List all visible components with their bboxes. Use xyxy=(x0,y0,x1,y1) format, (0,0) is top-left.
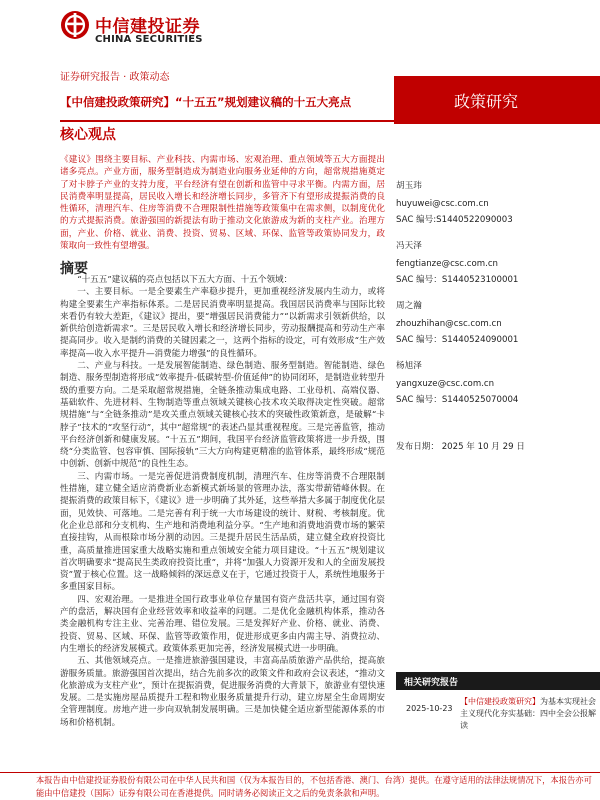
analyst-name: 冯天泽 xyxy=(396,241,422,251)
abstract-heading: 摘要 xyxy=(60,261,88,277)
analyst-sac: SAC 编号:S1440522090003 xyxy=(396,215,513,225)
category-banner-text: 政策研究 xyxy=(454,92,519,111)
related-item-title[interactable] xyxy=(460,696,600,732)
report-title: 【中信建投政策研究】“十五五”规划建议稿的十五大亮点 xyxy=(60,95,352,109)
footer-divider xyxy=(0,772,600,773)
related-item-bracket: 【中信建投政策研究】 xyxy=(460,697,540,706)
abstract-body xyxy=(60,274,385,729)
analyst-email[interactable]: huyuwei@csc.com.cn xyxy=(396,199,489,209)
related-item-date: 2025-10-23 xyxy=(406,704,453,713)
analyst-sac: SAC 编号：S1440525070004 xyxy=(396,395,519,405)
abstract-paragraph: 二、产业与科技。一是发展智能制造、绿色制造、服务型制造。智能制造、绿色制造、服务型制造将形成“效率提升-低碳转型-价值延伸”的协同闭环，是制造业转型升级的重要方向。二是采取超常规措施，全链条推动集成电路、工业母机、高端仪器、基础软件、先进材料、生物制造等重点领域关键核心技术攻关取得决定性突破。超常规措施”与“全链条推动”是攻关重点领域关键核心技术的突破性政策新意，是破解“卡脖子”技术的“攻坚行动”，其中“超常规”的表述凸显其重视程度。三是完善监管，推动平台经济创新和健康发展。“十五五”期间，我国平台经济监管政策将进一步升级，围绕“分类监管、包容审慎、国际接轨”三大方向构建更精准的监管体系，最终形成“规范中创新、创新中规范”的良性生态。 xyxy=(60,361,385,470)
analyst-card xyxy=(396,238,600,288)
related-item[interactable] xyxy=(396,696,600,740)
company-name-en: CHINA SECURITIES xyxy=(95,34,203,45)
analyst-name: 杨旭泽 xyxy=(396,361,422,371)
analyst-email[interactable]: fengtianze@csc.com.cn xyxy=(396,259,498,269)
analyst-list xyxy=(396,178,600,418)
company-logo xyxy=(60,8,230,48)
analyst-card xyxy=(396,178,600,228)
abstract-paragraph: 一、主要目标。一是全要素生产率稳步提升，更加重视经济发展内生动力，或将构建全要素生产率指标体系。二是居民消费率明显提高。我国居民消费率与国际比较来看仍有较大差距，《建议》提出，要“增强居民消费能力”“以新需求引领新供给，以新供给创造新需求”。三是居民收入增长和经济增长同步，劳动报酬提高和劳动生产率提高同步。收入是制约消费的关键因素之一，这两个指标的设定，可有效形成“生产效率提高—收入水平提升—消费能力增强”的良性循环。 xyxy=(60,287,385,359)
related-research xyxy=(396,672,600,740)
analyst-name: 周之瀚 xyxy=(396,301,422,311)
title-divider xyxy=(60,120,394,122)
analyst-card xyxy=(396,358,600,408)
analyst-sac: SAC 编号：S1440524090001 xyxy=(396,335,519,345)
analyst-email[interactable]: yangxuze@csc.com.cn xyxy=(396,379,495,389)
abstract-paragraph: “十五五”建议稿的亮点包括以下五大方面、十五个领域： xyxy=(77,275,293,285)
publish-date: 发布日期： 2025 年 10 月 29 日 xyxy=(396,442,525,452)
abstract-paragraph: 四、宏观治理。一是推进全国行政事业单位存量国有资产盘活共享，通过国有资产的盘活，解决国有企业经营效率和收益率的问题。二是优化金融机构体系，推动各类金融机构专注主业、完善治理、错位发展。三是发挥好产业、价格、就业、消费、投资、贸易、区域、环保、监管等政策作用，促进形成更多由内需主导、消费拉动、内生增长的经济发展模式。政策体系更加完善，经济发展模式进一步明确。 xyxy=(60,594,385,654)
core-view-text: 《建议》围绕主要目标、产业科技、内需市场、宏观治理、重点领域等五大方面提出诸多亮点。产业方面，服务型制造成为制造业向服务业延伸的方向，超常规措施奠定了对卡脖子产业的支持力度，平台经济有望在创新和监管中寻求平衡。内需方面，居民消费率明显提高，居民收入增长和经济增长同步，多管齐下有望形成提振消费的良性循环，清理汽车、住房等消费不合理限制性措施等政策集中在需求侧，以制度优化的方式提振消费。旅游强国的新提法有助于推动文化旅游成为新的支柱产业。治理方面，产业、价格、就业、消费、投资、贸易、区域、环保、监管等政策协同发力，政策取向一致性有望增强。 xyxy=(60,155,385,252)
analyst-card xyxy=(396,298,600,348)
report-type: 证券研究报告 · 政策动态 xyxy=(60,72,170,83)
related-research-heading: 相关研究报告 xyxy=(396,672,600,690)
company-logo-icon xyxy=(60,10,90,40)
abstract-paragraph: 三、内需市场。一是完善促进消费制度机制，清理汽车、住房等消费不合理限制性措施，建立健全适应消费新业态新模式新场景的管理办法，落实带薪错峰休假。在提振消费的政策目标下，《建议》进一步明确了其外延，这些举措大多属于制度优化层面，见效快、可落地。二是完善有利于统一大市场建设的统计、财税、考核制度。优化企业总部和分支机构、生产地和消费地利益分享。“生产地和消费地消费市场的繁荣直接挂钩，从而根除市场分割的动因。三是提升居民生活品质，建立健全政府投资比重，高质量推进国家重大战略实施和重点领域安全能力项目建设。“十五五”规划建议首次明确要求“提高民生类政府投资比重”，并将“加强人力资源开发和人的全面发展投资”置于核心位置。这一战略倾斜的深远意义在于，它通过投资于人，系统性地服务于多重国家目标。 xyxy=(60,471,385,593)
footer-disclaimer: 本报告由中信建投证券股份有限公司在中华人民共和国（仅为本报告目的，不包括香港、澳门、台湾）提供。在遵守适用的法律法规情况下，本报告亦可能由中信建投（国际）证券有限公司在香港提供。同时请务必阅读正文之后的免责条款和声明。 xyxy=(36,775,592,798)
abstract-paragraph: 五、其他领域亮点。一是推进旅游强国建设，丰富高品质旅游产品供给，提高旅游服务质量。旅游强国首次提出，结合先前多次的政策文件和政府会议表述，“推动文化旅游成为支柱产业”，预计在提振消费，促进服务消费的大背景下，旅游业有望快速发展。二是实施房屋品质提升工程和物业服务质量提升行动，建立房屋全生命周期安全管理制度。房地产进一步向双轨制发展明确。三是加快健全适应新型能源体系的市场和价格机制。 xyxy=(60,656,385,728)
category-banner xyxy=(394,76,600,124)
company-name-cn: 中信建投证券 xyxy=(95,17,200,37)
analyst-name: 胡玉玮 xyxy=(396,181,422,191)
related-item-text: 为基本实现社会主义现代化夯实基础：四中全会公报解读 xyxy=(460,697,596,730)
core-view-heading: 核心观点 xyxy=(60,127,116,143)
analyst-sac: SAC 编号：S1440523100001 xyxy=(396,275,519,285)
analyst-email[interactable]: zhouzhihan@csc.com.cn xyxy=(396,319,502,329)
